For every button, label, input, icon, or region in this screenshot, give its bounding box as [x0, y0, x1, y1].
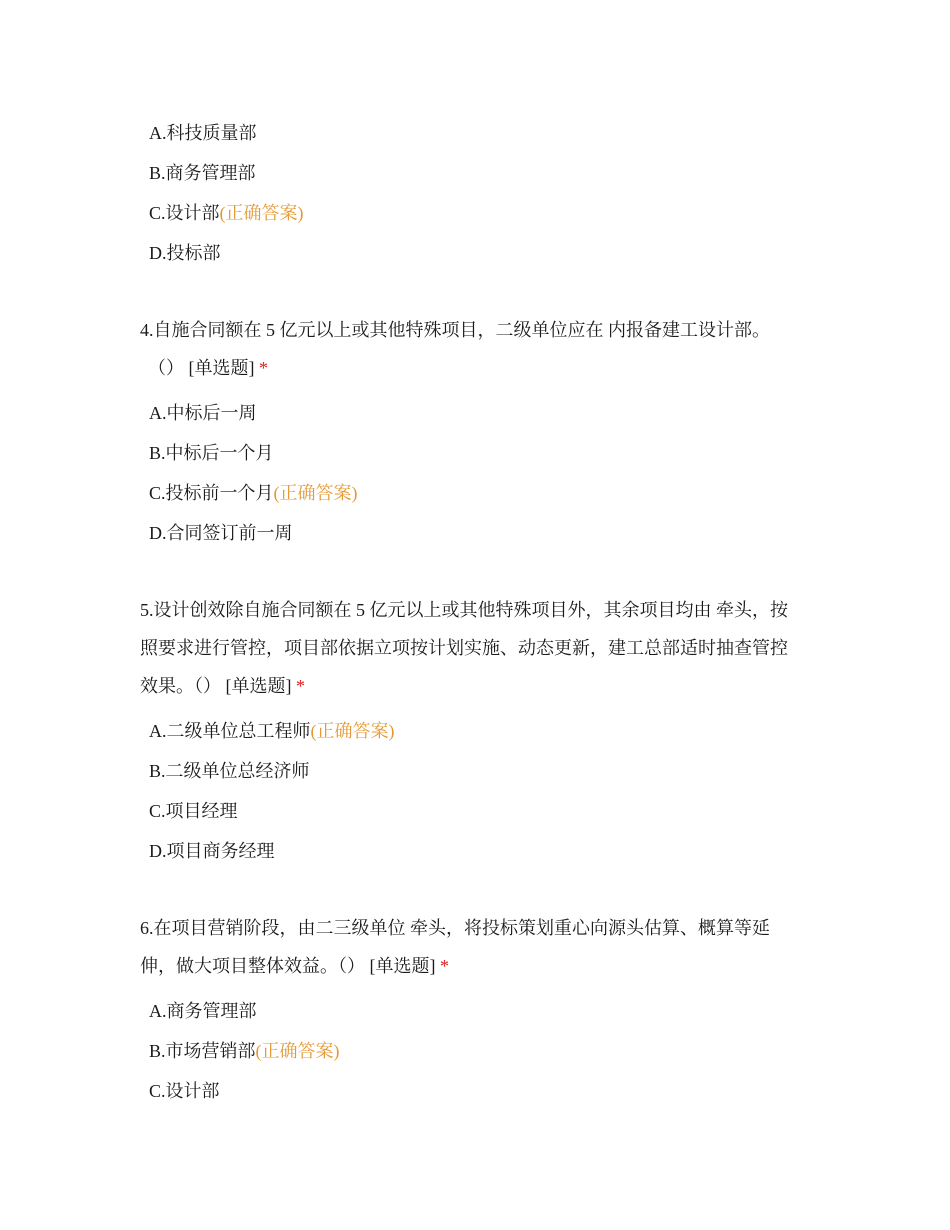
question-type: （） [单选题] — [148, 358, 255, 378]
option-text: B.商务管理部 — [149, 163, 256, 183]
option-text: C.设计部 — [149, 1081, 220, 1101]
q3-option-b — [149, 161, 256, 185]
q6-question-line-2 — [140, 954, 449, 978]
required-asterisk: * — [296, 676, 305, 696]
required-asterisk: * — [440, 956, 449, 976]
question-text: 效果。（） [单选题] — [140, 676, 292, 696]
q3-option-a — [149, 121, 257, 145]
question-text: 4.自施合同额在 5 亿元以上或其他特殊项目，二级单位应在 内报备建工设计部。 — [140, 320, 770, 340]
option-text: A.中标后一周 — [149, 403, 257, 423]
q4-question-line-1 — [140, 318, 770, 342]
question-text: 照要求进行管控，项目部依据立项按计划实施、动态更新，建工总部适时抽查管控 — [140, 638, 788, 658]
q4-option-d — [149, 521, 293, 545]
option-text: D.投标部 — [149, 243, 221, 263]
question-text: 5.设计创效除自施合同额在 5 亿元以上或其他特殊项目外，其余项目均由 牵头，按 — [140, 600, 788, 620]
q5-question-line-3 — [140, 674, 305, 698]
q6-question-line-1 — [140, 916, 770, 940]
option-text: A.科技质量部 — [149, 123, 257, 143]
option-text: D.合同签订前一周 — [149, 523, 293, 543]
q3-option-c — [149, 201, 304, 225]
option-text: D.项目商务经理 — [149, 841, 275, 861]
q6-option-c — [149, 1079, 220, 1103]
required-asterisk: * — [259, 358, 268, 378]
q5-option-a — [149, 719, 395, 743]
q5-option-b — [149, 759, 310, 783]
correct-answer-mark: (正确答案) — [219, 203, 304, 223]
option-text: A.二级单位总工程师 — [149, 721, 311, 741]
option-text: C.项目经理 — [149, 801, 238, 821]
option-text: A.商务管理部 — [149, 1001, 257, 1021]
option-text: B.市场营销部 — [149, 1041, 256, 1061]
option-text: C.投标前一个月 — [149, 483, 274, 503]
option-text: B.二级单位总经济师 — [149, 761, 310, 781]
question-text: 6.在项目营销阶段，由二三级单位 牵头，将投标策划重心向源头估算、概算等延 — [140, 918, 770, 938]
correct-answer-mark: (正确答案) — [255, 1041, 340, 1061]
q4-question-line-2 — [148, 356, 268, 380]
q4-option-a — [149, 401, 257, 425]
option-text: C.设计部 — [149, 203, 220, 223]
q5-question-line-2 — [140, 636, 788, 660]
q5-question-line-1 — [140, 598, 788, 622]
q4-option-c — [149, 481, 358, 505]
correct-answer-mark: (正确答案) — [310, 721, 395, 741]
option-text: B.中标后一个月 — [149, 443, 274, 463]
q5-option-d — [149, 839, 275, 863]
correct-answer-mark: (正确答案) — [273, 483, 358, 503]
q3-option-d — [149, 241, 221, 265]
q4-option-b — [149, 441, 274, 465]
q6-option-b — [149, 1039, 340, 1063]
question-text: 伸，做大项目整体效益。（） [单选题] — [140, 956, 436, 976]
q5-option-c — [149, 799, 238, 823]
q6-option-a — [149, 999, 257, 1023]
